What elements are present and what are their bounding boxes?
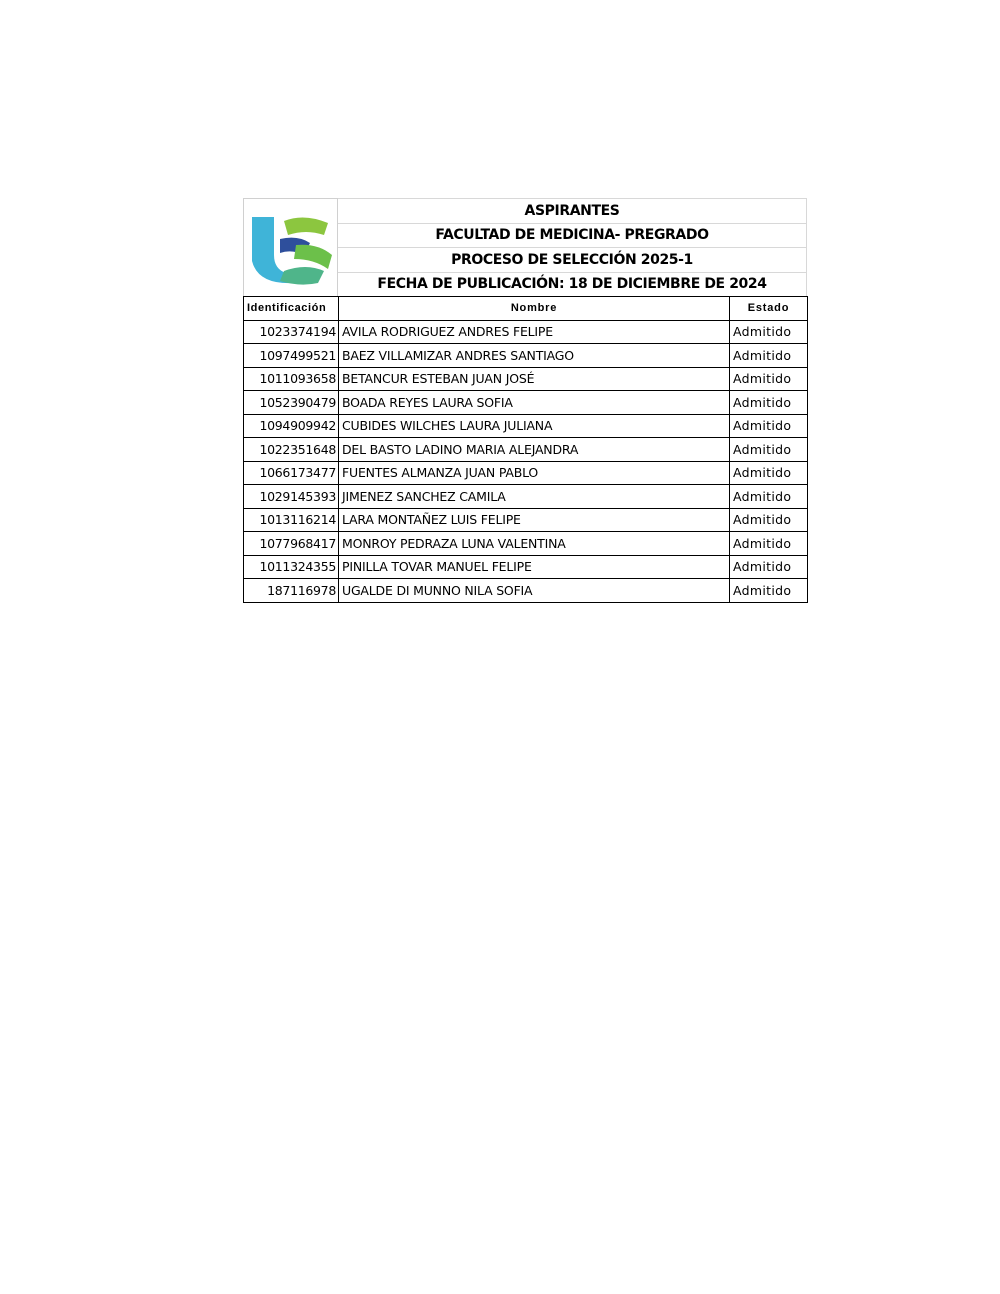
table-row — [244, 579, 808, 603]
cell-state: Admitido — [730, 344, 808, 368]
table-row — [244, 438, 808, 462]
column-header-id: Identificación — [244, 297, 339, 321]
logo-cell — [243, 198, 338, 296]
cell-state: Admitido — [730, 579, 808, 603]
table-row — [244, 344, 808, 368]
header-titles — [338, 198, 807, 296]
cell-id: 1029145393 — [244, 485, 339, 509]
cell-name: JIMENEZ SANCHEZ CAMILA — [339, 485, 730, 509]
cell-state: Admitido — [730, 555, 808, 579]
cell-name: BAEZ VILLAMIZAR ANDRES SANTIAGO — [339, 344, 730, 368]
cell-name: FUENTES ALMANZA JUAN PABLO — [339, 461, 730, 485]
university-logo-icon — [244, 199, 337, 295]
column-header-state: Estado — [730, 297, 808, 321]
table-row — [244, 508, 808, 532]
cell-name: UGALDE DI MUNNO NILA SOFIA — [339, 579, 730, 603]
cell-id: 1011093658 — [244, 367, 339, 391]
cell-id: 1022351648 — [244, 438, 339, 462]
faculty-title: FACULTAD DE MEDICINA- PREGRADO — [338, 223, 807, 248]
column-header-name: Nombre — [339, 297, 730, 321]
cell-name: LARA MONTAÑEZ LUIS FELIPE — [339, 508, 730, 532]
table-row — [244, 555, 808, 579]
table-row — [244, 532, 808, 556]
cell-state: Admitido — [730, 391, 808, 415]
cell-id: 1077968417 — [244, 532, 339, 556]
cell-name: CUBIDES WILCHES LAURA JULIANA — [339, 414, 730, 438]
cell-state: Admitido — [730, 532, 808, 556]
sheet-header — [243, 198, 807, 296]
cell-id: 1066173477 — [244, 461, 339, 485]
cell-state: Admitido — [730, 461, 808, 485]
cell-state: Admitido — [730, 508, 808, 532]
cell-name: MONROY PEDRAZA LUNA VALENTINA — [339, 532, 730, 556]
cell-id: 1094909942 — [244, 414, 339, 438]
cell-name: BETANCUR ESTEBAN JUAN JOSÉ — [339, 367, 730, 391]
page-title: ASPIRANTES — [338, 198, 807, 223]
cell-id: 1013116214 — [244, 508, 339, 532]
cell-id: 1052390479 — [244, 391, 339, 415]
publication-date: FECHA DE PUBLICACIÓN: 18 DE DICIEMBRE DE 2024 — [338, 272, 807, 297]
table-row — [244, 414, 808, 438]
cell-name: PINILLA TOVAR MANUEL FELIPE — [339, 555, 730, 579]
cell-name: BOADA REYES LAURA SOFIA — [339, 391, 730, 415]
cell-state: Admitido — [730, 485, 808, 509]
cell-name: DEL BASTO LADINO MARIA ALEJANDRA — [339, 438, 730, 462]
cell-id: 1097499521 — [244, 344, 339, 368]
cell-id: 1011324355 — [244, 555, 339, 579]
cell-state: Admitido — [730, 320, 808, 344]
cell-state: Admitido — [730, 367, 808, 391]
table-header-row — [244, 297, 808, 321]
table-row — [244, 485, 808, 509]
cell-id: 187116978 — [244, 579, 339, 603]
admission-list-sheet — [243, 198, 807, 603]
cell-name: AVILA RODRIGUEZ ANDRES FELIPE — [339, 320, 730, 344]
table-row — [244, 391, 808, 415]
process-title: PROCESO DE SELECCIÓN 2025-1 — [338, 247, 807, 272]
cell-state: Admitido — [730, 414, 808, 438]
table-row — [244, 320, 808, 344]
admission-table — [243, 296, 808, 603]
cell-id: 1023374194 — [244, 320, 339, 344]
table-row — [244, 367, 808, 391]
cell-state: Admitido — [730, 438, 808, 462]
table-row — [244, 461, 808, 485]
